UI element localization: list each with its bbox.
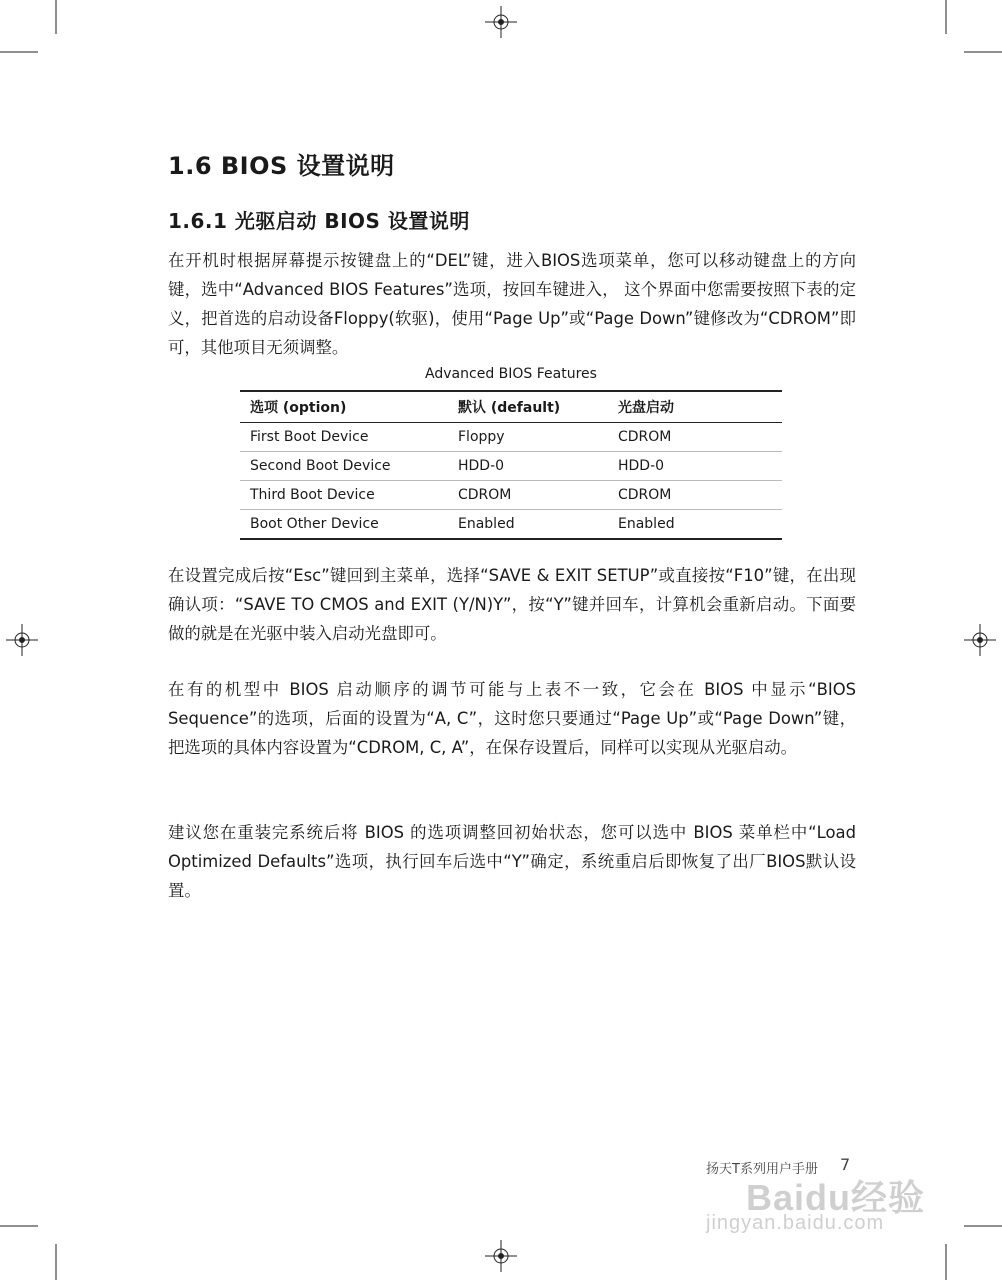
column-header: 默认 (default): [448, 391, 608, 423]
table-cell: HDD-0: [448, 452, 608, 481]
table-cell: Enabled: [608, 510, 782, 540]
table-cell: CDROM: [608, 423, 782, 452]
page-number: 7: [840, 1155, 851, 1174]
table-cell: Floppy: [448, 423, 608, 452]
paragraph: 在开机时根据屏幕提示按键盘上的“DEL”键，进入BIOS选项菜单，您可以移动键盘上的方向键，选中“Advanced BIOS Features”选项，按回车键进入， 这个界面中您需要按照下表的定义，把首选的启动设备Floppy(软驱)，使用“Page Up”或“Page Down”键修改为“CDROM”即可，其他项目无须调整。: [168, 251, 856, 357]
section-title: 1.6 BIOS 设置说明: [168, 152, 395, 180]
paragraph: 在设置完成后按“Esc”键回到主菜单，选择“SAVE & EXIT SETUP”或直接按“F10”键，在出现确认项：“SAVE TO CMOS and EXIT (Y/N)Y”，按“Y”键并回车，计算机会重新启动。下面要做的就是在光驱中装入启动光盘即可。: [168, 566, 856, 643]
table-cell: HDD-0: [608, 452, 782, 481]
table-row: [240, 510, 782, 540]
table-cell: CDROM: [448, 481, 608, 510]
column-header: 选项 (option): [240, 391, 448, 423]
table-row: [240, 481, 782, 510]
table-cell: CDROM: [608, 481, 782, 510]
paragraph: 在有的机型中 BIOS 启动顺序的调节可能与上表不一致，它会在 BIOS 中显示“BIOS Sequence”的选项，后面的设置为“A, C”，这时您只要通过“Page Up”或“Page Down”键，把选项的具体内容设置为“CDROM, C, A”，在保存设置后，同样可以实现从光驱启动。: [168, 680, 856, 757]
table-cell: Second Boot Device: [240, 452, 448, 481]
crosshair-icon: [964, 624, 996, 656]
table-row: [240, 423, 782, 452]
bios-settings-table: [240, 390, 782, 540]
table-caption: Advanced BIOS Features: [425, 366, 597, 382]
paragraph: 建议您在重装完系统后将 BIOS 的选项调整回初始状态，您可以选中 BIOS 菜单栏中“Load Optimized Defaults”选项，执行回车后选中“Y”确定，系统重启后即恢复了出厂BIOS默认设置。: [168, 823, 856, 900]
table-cell: First Boot Device: [240, 423, 448, 452]
footer-manual-title: 扬天T系列用户手册: [706, 1162, 818, 1177]
watermark-logo: Baidu经验: [746, 1177, 926, 1218]
table-header-row: [240, 391, 782, 423]
watermark-url: jingyan.baidu.com: [706, 1212, 885, 1234]
watermark: [706, 1170, 946, 1240]
subsection-title: 1.6.1 光驱启动 BIOS 设置说明: [168, 209, 470, 233]
table-cell: Enabled: [448, 510, 608, 540]
table-cell: Third Boot Device: [240, 481, 448, 510]
crosshair-icon: [485, 6, 517, 38]
column-header: 光盘启动: [608, 391, 782, 423]
table-row: [240, 452, 782, 481]
crosshair-icon: [485, 1240, 517, 1272]
crosshair-icon: [6, 624, 38, 656]
table-cell: Boot Other Device: [240, 510, 448, 540]
